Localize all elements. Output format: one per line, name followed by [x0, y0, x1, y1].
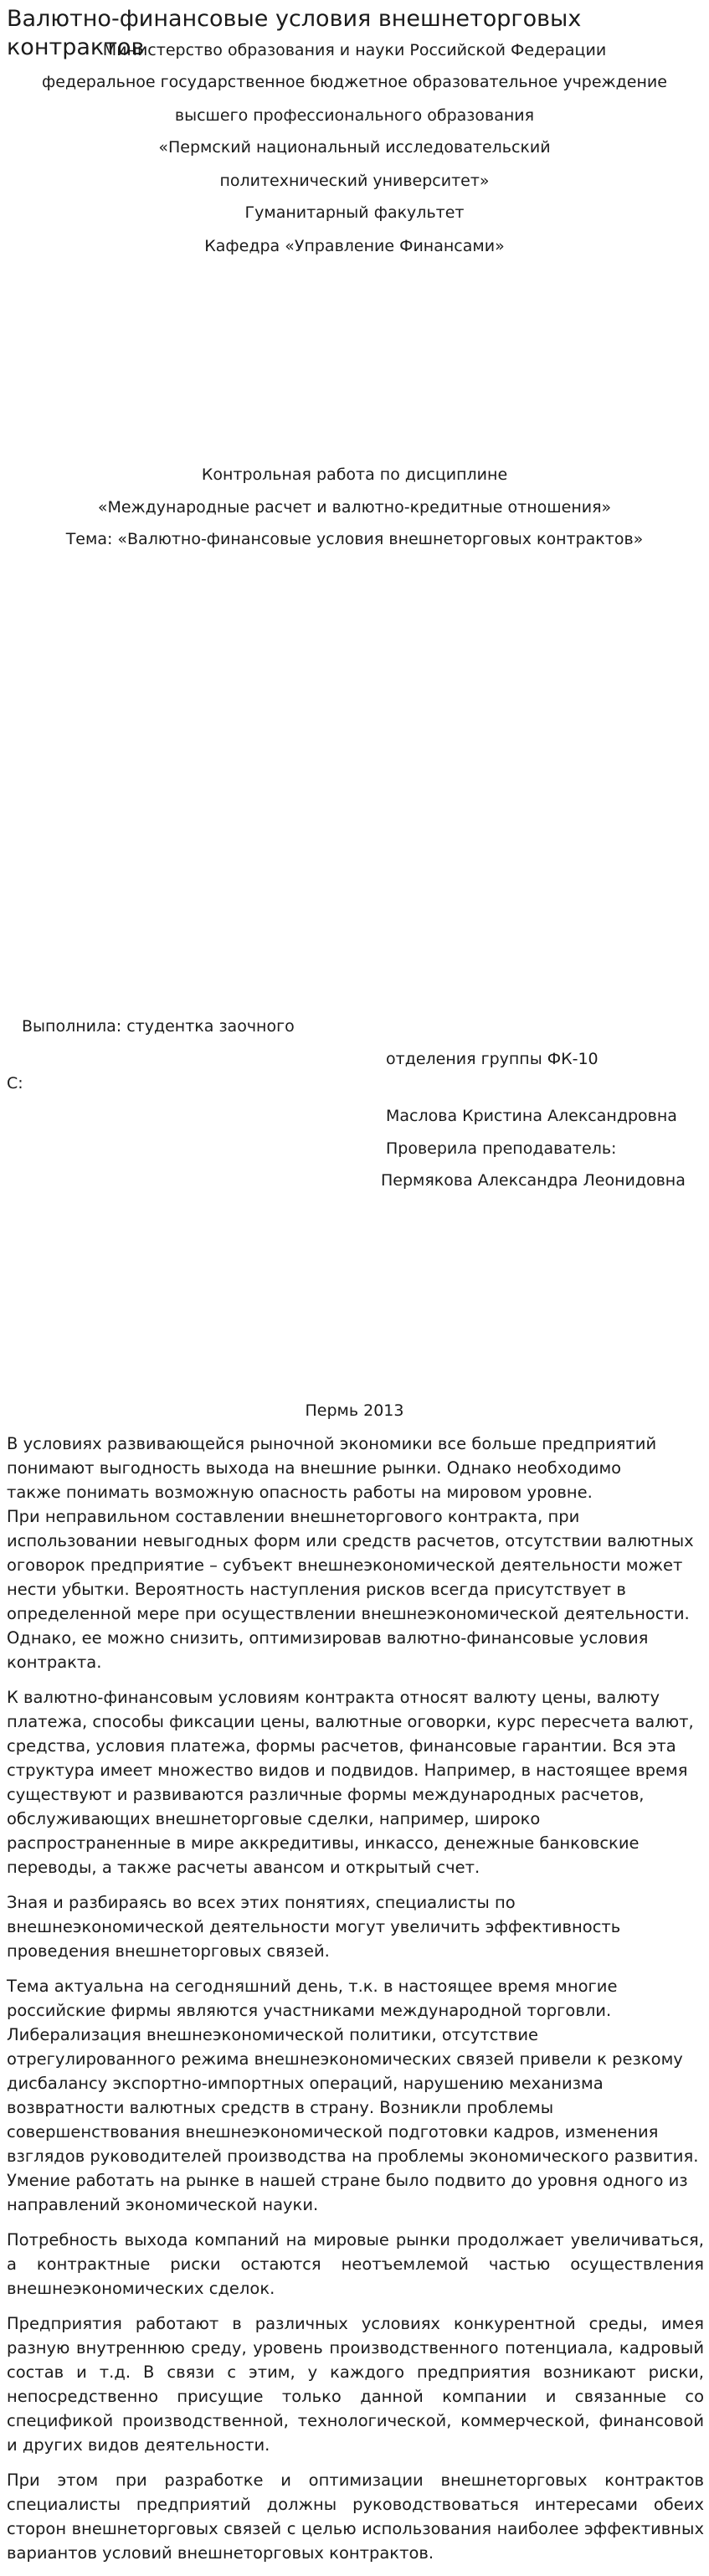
paragraph-intro-line: понимают выгодность выхода на внешние рынки. Однако необходимо: [7, 1458, 622, 1478]
checked-by-label: Проверила преподаватель:: [386, 1139, 617, 1158]
work-type-line: Контрольная работа по дисциплине: [201, 465, 508, 484]
ministry-line: Министерство образования и науки Российской Федерации: [102, 41, 607, 59]
document-title: Валютно-финансовые условия внешнеторговых контрактов: [7, 6, 582, 60]
performed-by-label: Выполнила: студентка заочного: [22, 1017, 295, 1036]
paragraph-intro-line: В условиях развивающейся рыночной экономики все больше предприятий: [7, 1434, 657, 1453]
institution-type-line: федеральное государственное бюджетное образовательное учреждение: [42, 73, 667, 91]
university-name-line-2: политехнический университет»: [219, 172, 490, 190]
paragraph: К валютно-финансовым условиям контракта относят валюту цены, валюту платежа, способы фиксации цены, валютные оговорки, курс пересчета валют, средства, условия платежа, формы расчетов, финансовые гарантии. Вся эта структура имеет множество видов и подвидов. Например, в настоящее время существуют и развиваются различные формы международных расчетов, обслуживающих внешнеторговые сделки, например, широко распространенные в мире аккредитивы, инкассо, денежные банковские переводы, а также расчеты авансом и открытый счет.: [7, 1688, 694, 1877]
paragraph: Тема актуальна на сегодняшний день, т.к. в настоящее время многие российские фирмы являются участниками международной торговли. Либерализация внешнеэкономической политики, отсутствие отрегулированного режима внешнеэкономических связей привели к резкому дисбалансу экспортно-импортных операций, нарушению механизма возвратности валютных средств в страну. Возникли проблемы совершенствования внешнеэкономической подготовки кадров, изменения взглядов руководителей производства на проблемы экономического развития. Умение работать на рынке в нашей стране было подвито до уровня одного из направлений экономической науки.: [7, 1977, 699, 2214]
paragraph: При неправильном составлении внешнеторгового контракта, при использовании невыгодных форм или средств расчетов, отсутствии валютных оговорок предприятие – субъект внешнеэкономической деятельности может нести убытки. Вероятность наступления рисков всегда присутствует в определенной мере при осуществлении внешнеэкономической деятельности. Однако, ее можно снизить, оптимизировав валютно-финансовые условия контракта.: [7, 1507, 694, 1672]
stray-text: С:: [7, 1074, 23, 1093]
paragraph-intro: [7, 1432, 704, 1504]
student-name: Маслова Кристина Александровна: [386, 1107, 677, 1125]
document-body: [7, 1432, 704, 2576]
university-name-line-1: «Пермский национальный исследовательский: [158, 138, 551, 157]
city-year: Пермь 2013: [305, 1401, 404, 1420]
paragraph: При этом при разработке и оптимизации внешнеторговых контрактов специалисты предприятий должны руководствоваться интересами обеих сторон внешнеторговых связей с целью использования наиболее эффективных вариантов условий внешнеторговых контрактов.: [7, 2471, 704, 2563]
discipline-line: «Международные расчет и валютно-кредитные отношения»: [97, 498, 612, 517]
paragraph: Зная и разбираясь во всех этих понятиях, специалисты по внешнеэкономической деятельности могут увеличить эффективность проведения внешнеторговых связей.: [7, 1893, 621, 1961]
paragraph: Потребность выхода компаний на мировые рынки продолжает увеличиваться, а контрактные риски остаются неотъемлемой частью осуществления внешнеэкономических сделок.: [7, 2230, 704, 2298]
paragraph: Предприятия работают в различных условиях конкурентной среды, имея разную внутреннюю среду, уровень производственного потенциала, кадровый состав и т.д. В связи с этим, у каждого предприятия возникают риски, непосредственно присущие только данной компании и связанные со спецификой производственной, технологической, коммерческой, финансовой и других видов деятельности.: [7, 2314, 704, 2455]
department-line: Кафедра «Управление Финансами»: [204, 237, 505, 255]
paragraph-intro-line: также понимать возможную опасность работы на мировом уровне.: [7, 1483, 593, 1502]
student-group: отделения группы ФК-10: [386, 1050, 599, 1068]
topic-line: Тема: «Валютно-финансовые условия внешнеторговых контрактов»: [65, 530, 644, 548]
faculty-line: Гуманитарный факультет: [244, 203, 465, 222]
teacher-name: Пермякова Александра Леонидовна: [381, 1171, 686, 1190]
education-level-line: высшего профессионального образования: [174, 106, 535, 125]
